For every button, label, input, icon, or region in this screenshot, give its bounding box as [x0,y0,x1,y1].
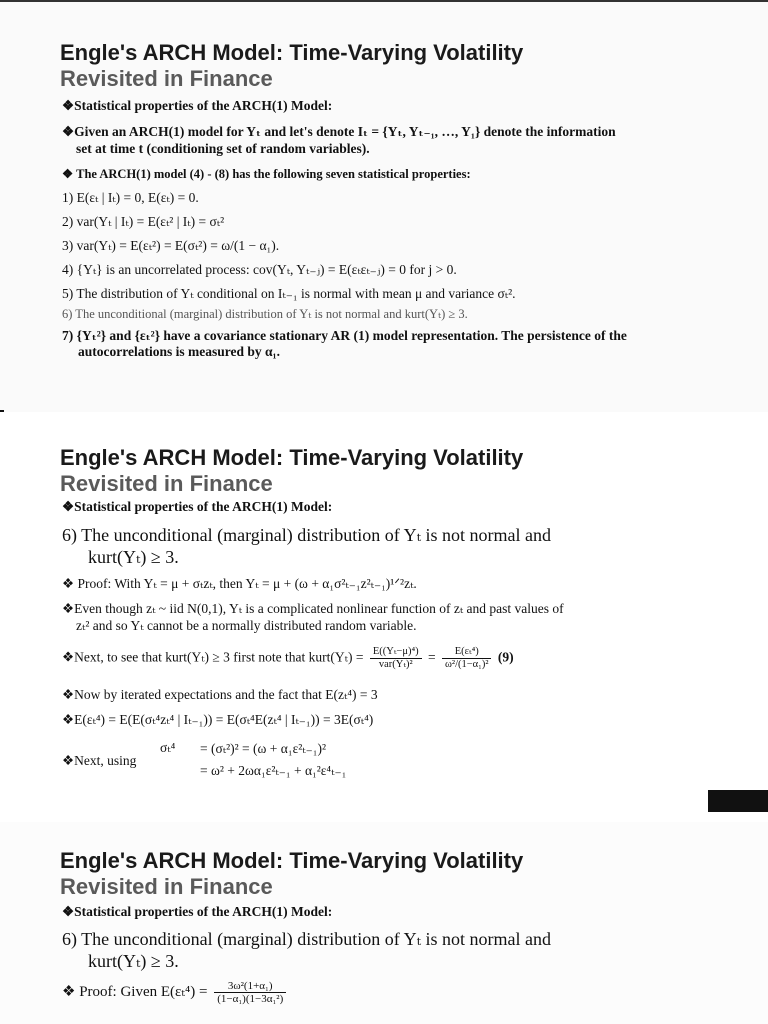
slide-3-title [60,848,523,900]
slide-2-subtitle: ❖Statistical properties of the ARCH(1) Model: [62,499,333,514]
slide-3-fraction-numerator: 3ω²(1+α₁) [214,980,286,993]
slide-3-fraction-denominator: (1−α₁)(1−3α₁²) [217,993,284,1005]
slide-2-point-line-2: kurt(Yₜ) ≥ 3. [88,547,179,567]
slide-3-proof-equation [62,980,289,1005]
slide-1-intro-2: ❖ The ARCH(1) model (4) - (8) has the following seven statistical properties: [62,167,471,181]
slide-1 [0,0,768,414]
slide-1-intro-line-1: ❖Given an ARCH(1) model for Yₜ and let's denote Iₜ = {Yₜ, Yₜ₋₁, …, Y₁} denote the information [62,124,616,139]
slide-1-title [60,40,523,92]
slide-3-title-line-1: Engle's ARCH Model: Time-Varying Volatility [60,848,524,873]
kurtosis-equation: ❖Next, to see that kurt(Yₜ) ≥ 3 first note that kurt(Yₜ) = $\frac{\text{E((Yₜ−μ)⁴)}}{\text{var(Yₜ)²}}$ = $\frac{\text{E(εₜ⁴)}}{\text{ω²/(1−α₁)²}}$ (9) [62,646,514,670]
slide-1-title-line-2: Revisited in Finance [60,66,273,91]
property-7-line-2: autocorrelations is measured by α₁. [78,344,280,359]
slide-2-title-line-2: Revisited in Finance [60,471,273,496]
slide-2-title-line-1: Engle's ARCH Model: Time-Varying Volatility [60,445,524,470]
slide-3-point-line-2: kurt(Yₜ) ≥ 3. [88,951,179,971]
property-5: 5) The distribution of Yₜ conditional on Iₜ₋₁ is normal with mean μ and variance σₜ². [62,286,516,301]
slide-2-point-line-1: 6) The unconditional (marginal) distribution of Yₜ is not normal and [62,525,552,545]
fraction-1-denominator: var(Yₜ)² [378,659,413,670]
sigma-4-symbol: σₜ⁴ [160,740,176,755]
slide-2-expectation: ❖E(εₜ⁴) = E(E(σₜ⁴zₜ⁴ | Iₜ₋₁)) = E(σₜ⁴E(zₜ⁴ | Iₜ₋₁)) = 3E(σₜ⁴) [62,712,374,727]
kurtosis-prefix: ❖Next, to see that kurt(Yₜ) ≥ 3 first note that kurt(Yₜ) = [62,649,364,665]
property-3: 3) var(Yₜ) = E(εₜ²) = E(σₜ²) = ω/(1 − α₁). [62,238,280,253]
property-4: 4) {Yₜ} is an uncorrelated process: cov(Yₜ, Yₜ₋ⱼ) = E(εₜεₜ₋ⱼ) = 0 for j > 0. [62,262,457,277]
slide-2-even-line-2: zₜ² and so Yₜ cannot be a normally distributed random variable. [76,618,417,633]
slide-2-proof: ❖ Proof: With Yₜ = μ + σₜzₜ, then Yₜ = μ + (ω + α₁σ²ₜ₋₁z²ₜ₋₁)¹ᐟ²zₜ. [62,576,417,591]
fraction-1-numerator: E((Yₜ−μ)⁴) [370,646,422,659]
slide-2-even-line-1: ❖Even though zₜ ~ iid N(0,1), Yₜ is a complicated nonlinear function of zₜ and past values of [62,601,564,616]
slide-3-point-line-1: 6) The unconditional (marginal) distribution of Yₜ is not normal and [62,929,552,949]
equation-number-9: (9) [497,649,514,665]
slide-3-proof-fraction [214,980,286,1005]
property-6: 6) The unconditional (marginal) distribution of Yₜ is not normal and kurt(Yₜ) ≥ 3. [62,307,468,321]
fraction-2-numerator: E(εₜ⁴) [442,646,491,659]
property-2: 2) var(Yₜ | Iₜ) = E(εₜ² | Iₜ) = σₜ² [62,214,225,229]
slide-2-iterated: ❖Now by iterated expectations and the fact that E(zₜ⁴) = 3 [62,687,378,702]
kurtosis-fraction-1 [370,646,422,671]
property-1: 1) E(εₜ | Iₜ) = 0, E(εₜ) = 0. [62,190,199,205]
fraction-2-denominator: ω²/(1−α₁)² [445,659,489,670]
black-block-right [708,790,768,812]
slide-1-intro-line-2: set at time t (conditioning set of random variables). [76,141,370,156]
slide-3-title-line-2: Revisited in Finance [60,874,273,899]
slide-3 [0,822,768,1024]
slide-3-proof-prefix: ❖ Proof: Given E(εₜ⁴) = [62,983,208,1000]
property-7-line-1: 7) {Yₜ²} and {εₜ²} have a covariance stationary AR (1) model representation. The persistence of the [62,328,627,343]
slide-1-subtitle: ❖Statistical properties of the ARCH(1) Model: [62,98,333,113]
kurtosis-fraction-2 [442,646,491,671]
slide-2-title [60,445,523,497]
using-equation-line-1: = (σₜ²)² = (ω + α₁ε²ₜ₋₁)² [200,741,326,756]
slide-2 [0,412,768,822]
slide-2-using-label: ❖Next, using [62,753,137,768]
using-equation-line-2: = ω² + 2ωα₁ε²ₜ₋₁ + α₁²ε⁴ₜ₋₁ [200,763,347,778]
slide-1-title-line-1: Engle's ARCH Model: Time-Varying Volatility [60,40,524,65]
slide-3-subtitle: ❖Statistical properties of the ARCH(1) Model: [62,904,333,919]
